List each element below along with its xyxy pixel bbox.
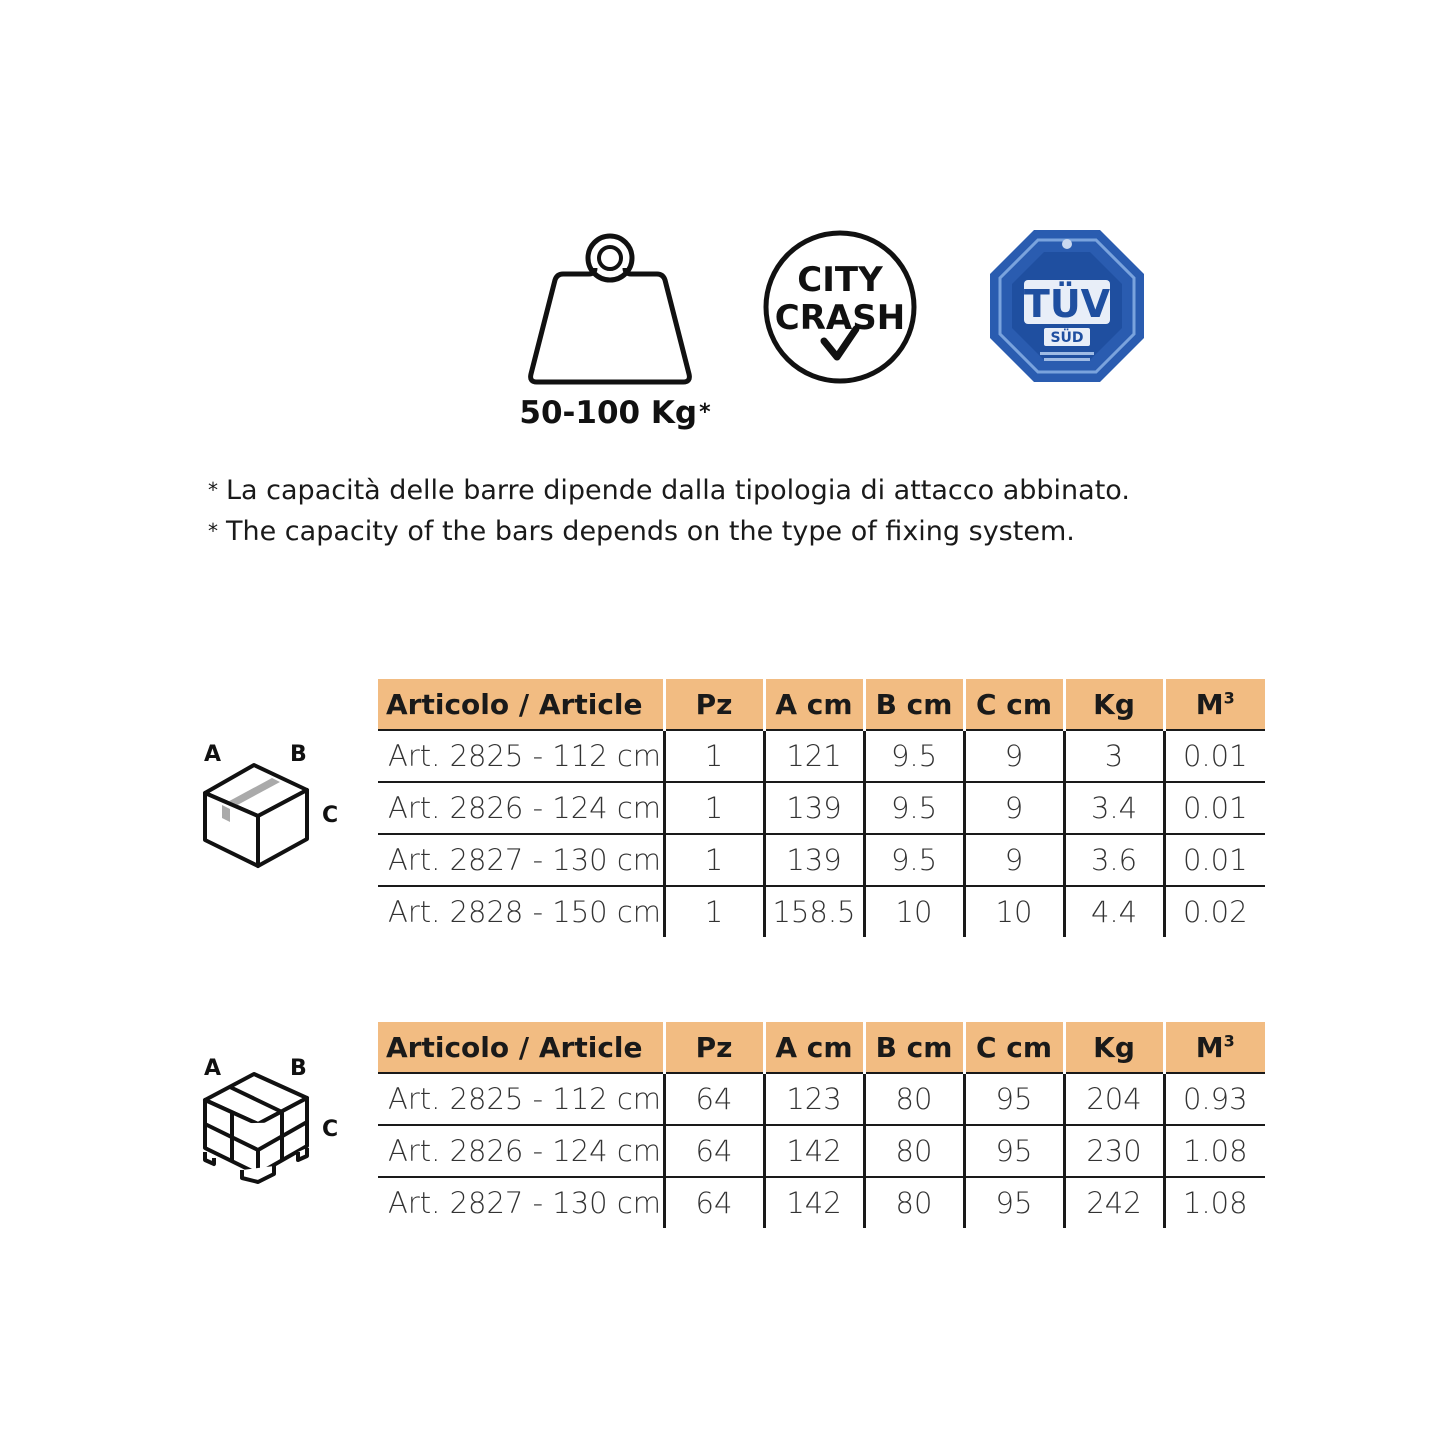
table-cell: 142: [764, 1177, 864, 1228]
table-cell: 158.5: [764, 886, 864, 937]
column-header-c: C cm: [964, 679, 1064, 730]
single-package-table: [378, 679, 1265, 937]
column-header-article: Articolo / Article: [378, 679, 664, 730]
table-cell: 9.5: [864, 782, 964, 834]
dimension-label-b: B: [290, 742, 307, 767]
table-cell: 95: [964, 1125, 1064, 1177]
table-cell: Art. 2826 - 124 cm: [378, 782, 664, 834]
table-cell: 64: [664, 1073, 764, 1125]
table-cell: Art. 2825 - 112 cm: [378, 730, 664, 782]
table-cell: 9.5: [864, 730, 964, 782]
column-header-kg: Kg: [1064, 679, 1164, 730]
table-row: [378, 886, 1265, 937]
dimension-label-a: A: [204, 742, 222, 767]
table-cell: 80: [864, 1073, 964, 1125]
table-row: [378, 1125, 1265, 1177]
box-icon: [202, 760, 312, 870]
column-header-c: C cm: [964, 1022, 1064, 1073]
table-cell: 1: [664, 834, 764, 886]
table-cell: 0.01: [1164, 782, 1265, 834]
table-header-row: [378, 679, 1265, 730]
table-cell: 9: [964, 782, 1064, 834]
column-header-b: B cm: [864, 679, 964, 730]
table-cell: 230: [1064, 1125, 1164, 1177]
note-english: * The capacity of the bars depends on the type of fixing system.: [208, 516, 1075, 547]
tuv-sud-logo: [988, 228, 1146, 384]
table-cell: 10: [864, 886, 964, 937]
asterisk: *: [699, 400, 711, 425]
table-cell: 139: [764, 834, 864, 886]
table-cell: 80: [864, 1125, 964, 1177]
column-header-pz: Pz: [664, 1022, 764, 1073]
column-header-volume: $M^3$: [1164, 679, 1265, 730]
table-cell: 204: [1064, 1073, 1164, 1125]
table-cell: Art. 2826 - 124 cm: [378, 1125, 664, 1177]
table-cell: 64: [664, 1125, 764, 1177]
table-cell: 1: [664, 782, 764, 834]
table-header-row: [378, 1022, 1265, 1073]
table-cell: 0.01: [1164, 834, 1265, 886]
table-cell: 0.01: [1164, 730, 1265, 782]
table-cell: Art. 2827 - 130 cm: [378, 834, 664, 886]
table-cell: Art. 2825 - 112 cm: [378, 1073, 664, 1125]
dimension-label-c: C: [322, 1117, 339, 1142]
weight-capacity-label: 50-100 Kg*: [519, 395, 711, 431]
column-header-volume: $M^3$: [1164, 1022, 1265, 1073]
table-cell: 0.02: [1164, 886, 1265, 937]
dimension-label-a: A: [204, 1056, 222, 1081]
table-row: [378, 730, 1265, 782]
note-italian: * La capacità delle barre dipende dalla tipologia di attacco abbinato.: [208, 475, 1130, 506]
table-row: [378, 834, 1265, 886]
table-cell: 80: [864, 1177, 964, 1228]
table-cell: 3.6: [1064, 834, 1164, 886]
city-crash-icon: [762, 229, 918, 385]
dimension-label-b: B: [290, 1056, 307, 1081]
table-cell: 1: [664, 730, 764, 782]
table-cell: 10: [964, 886, 1064, 937]
table-cell: 3.4: [1064, 782, 1164, 834]
table-row: [378, 1177, 1265, 1228]
column-header-article: Articolo / Article: [378, 1022, 664, 1073]
table-cell: 142: [764, 1125, 864, 1177]
table-cell: Art. 2827 - 130 cm: [378, 1177, 664, 1228]
table-cell: 95: [964, 1177, 1064, 1228]
table-cell: 1.08: [1164, 1125, 1265, 1177]
table-cell: 9: [964, 730, 1064, 782]
table-cell: 0.93: [1164, 1073, 1265, 1125]
city-crash-line1: CITY: [797, 260, 883, 300]
table-cell: 9.5: [864, 834, 964, 886]
weight-icon: [525, 228, 695, 388]
table-cell: 242: [1064, 1177, 1164, 1228]
table-cell: 121: [764, 730, 864, 782]
table-row: [378, 782, 1265, 834]
table-row: [378, 1073, 1265, 1125]
table-cell: 139: [764, 782, 864, 834]
column-header-b: B cm: [864, 1022, 964, 1073]
table-cell: 64: [664, 1177, 764, 1228]
pallet-package-table: [378, 1022, 1265, 1228]
pallet-icon: [205, 1074, 307, 1182]
table-cell: 9: [964, 834, 1064, 886]
asterisk: *: [208, 519, 218, 543]
table-cell: Art. 2828 - 150 cm: [378, 886, 664, 937]
dimension-label-c: C: [322, 803, 339, 828]
city-crash-line2: CRASH: [774, 298, 906, 338]
table-cell: 95: [964, 1073, 1064, 1125]
column-header-kg: Kg: [1064, 1022, 1164, 1073]
tuv-name: TÜV: [1023, 282, 1111, 326]
column-header-a: A cm: [764, 1022, 864, 1073]
table-cell: 4.4: [1064, 886, 1164, 937]
table-cell: 1: [664, 886, 764, 937]
certification-icons: [0, 0, 1445, 460]
column-header-pz: Pz: [664, 679, 764, 730]
capacity-notes: [208, 470, 1308, 552]
column-header-a: A cm: [764, 679, 864, 730]
table-cell: 1.08: [1164, 1177, 1265, 1228]
table-cell: 123: [764, 1073, 864, 1125]
table-cell: 3: [1064, 730, 1164, 782]
asterisk: *: [208, 478, 218, 502]
tuv-code: SÜD: [1050, 330, 1084, 346]
